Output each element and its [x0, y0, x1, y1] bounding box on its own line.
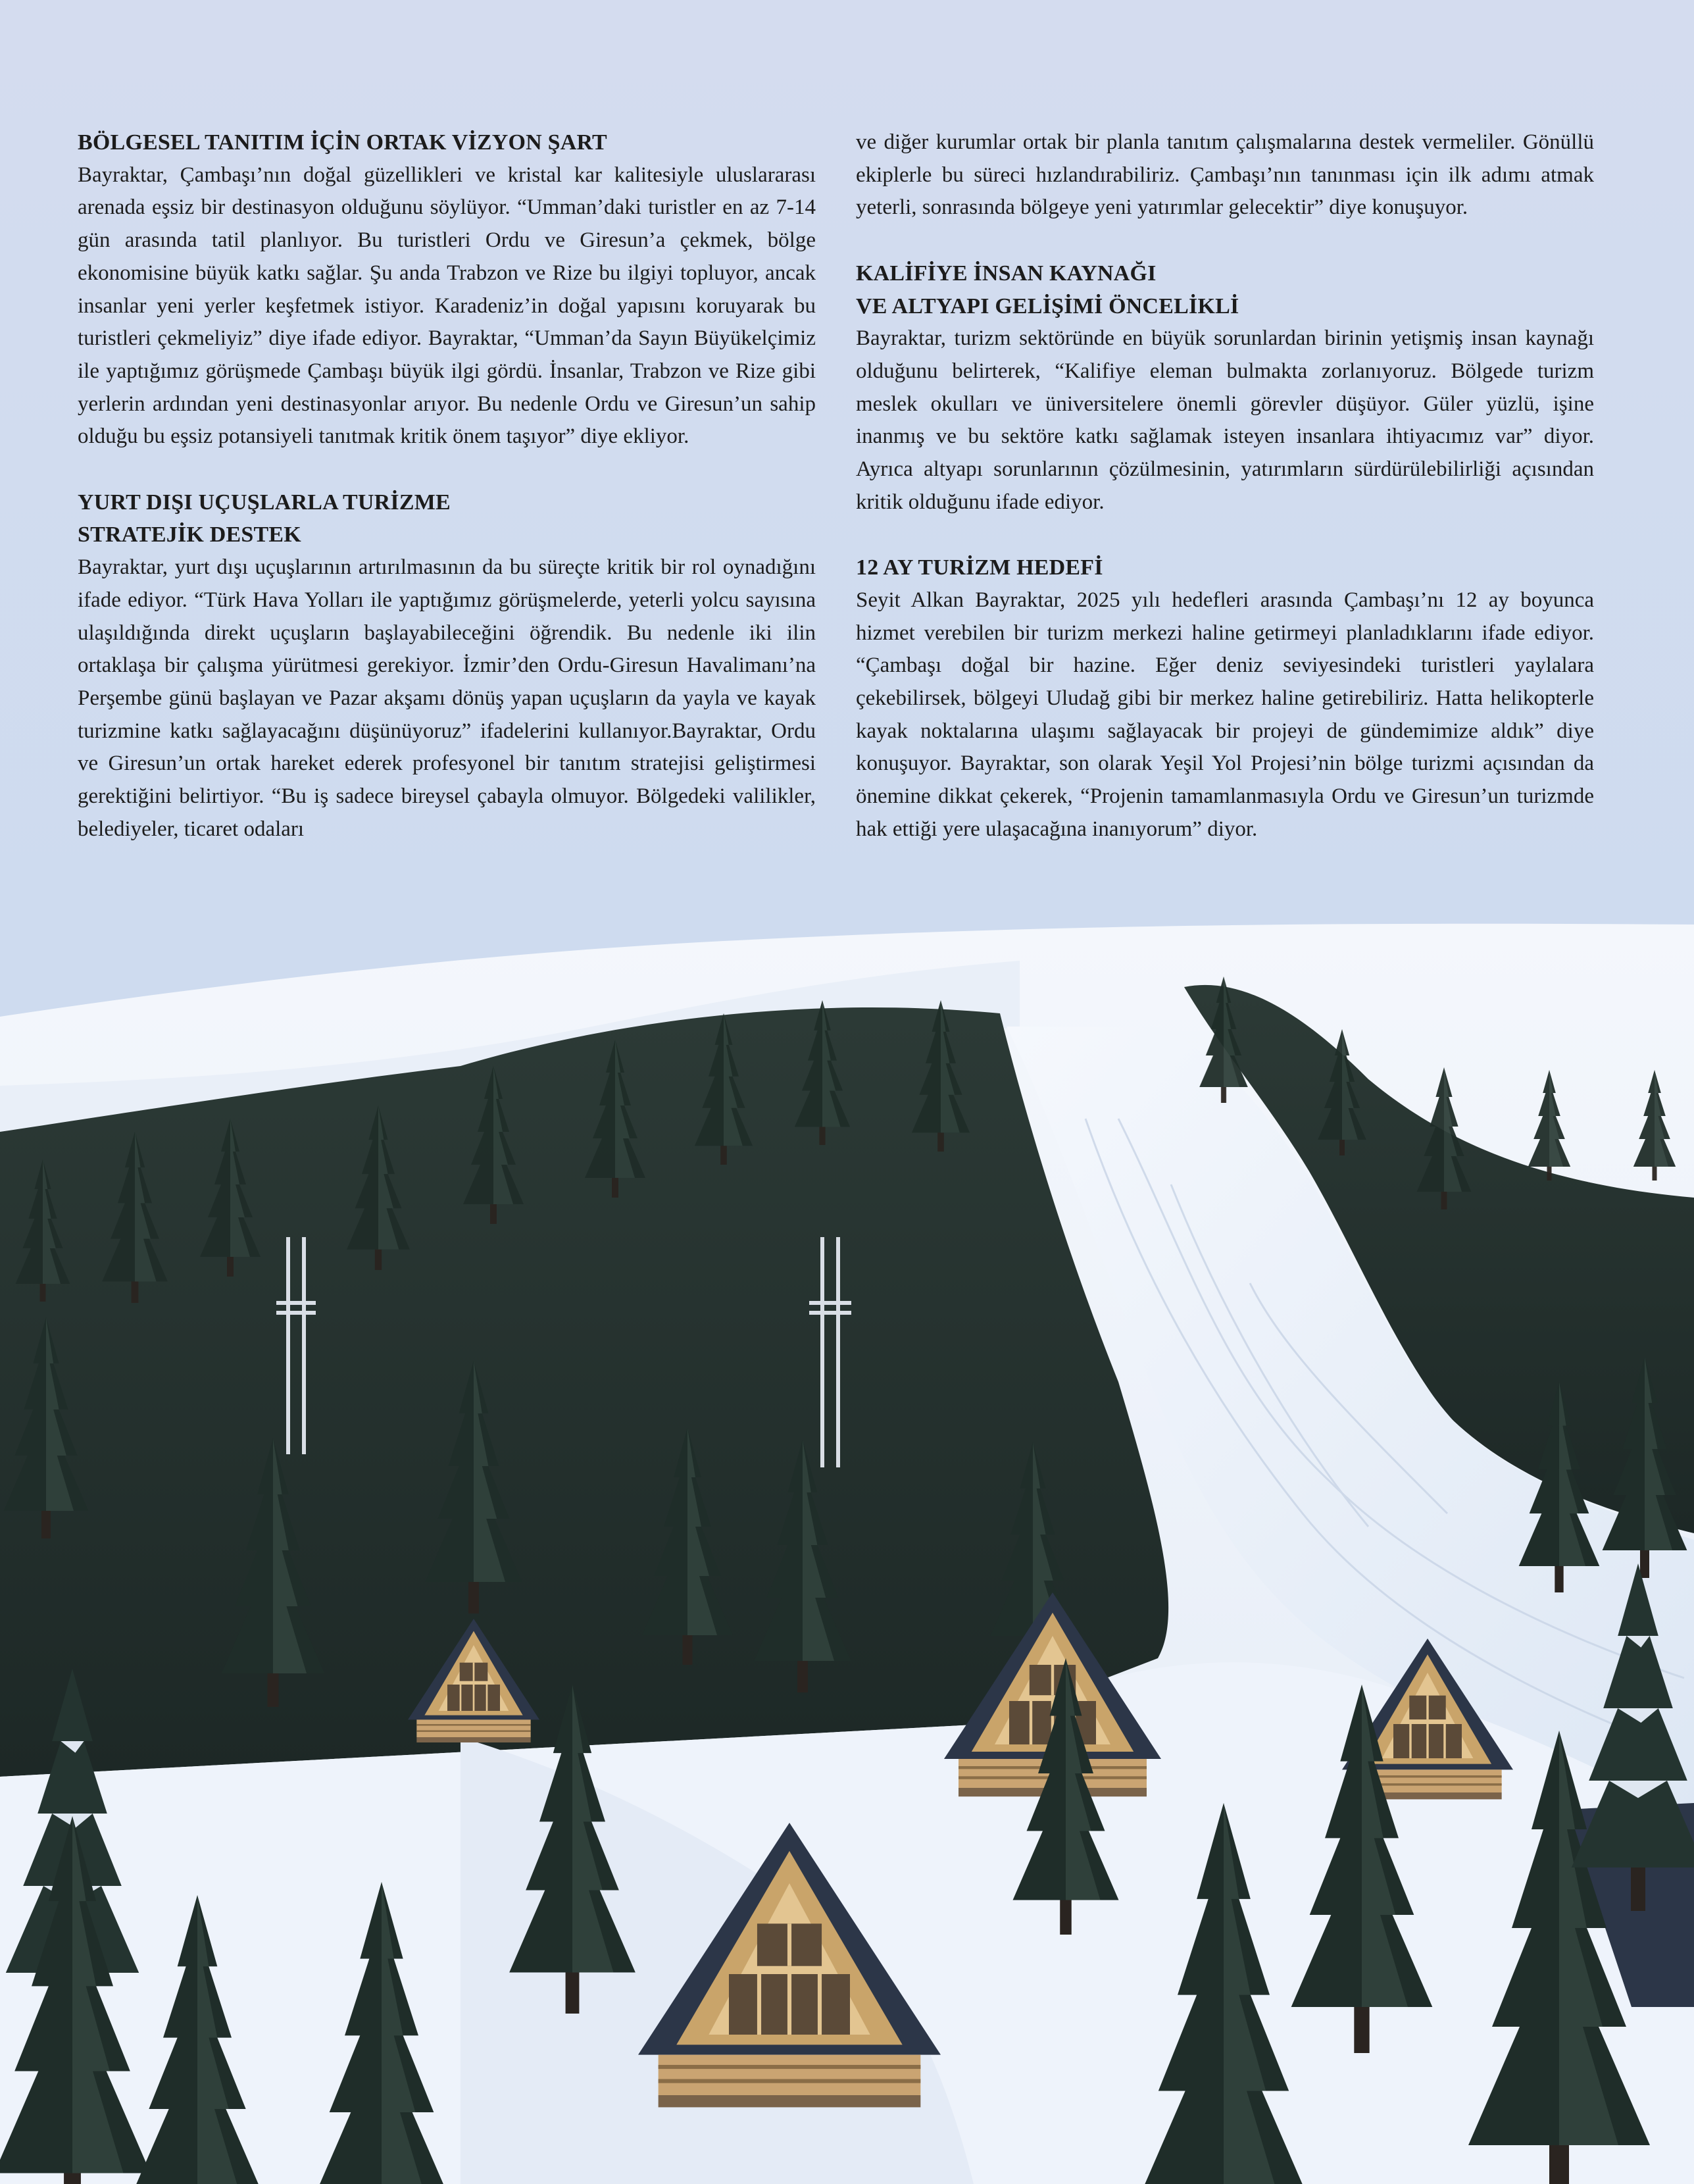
paragraph-continuation: ve diğer kurumlar ortak bir planla tanıtım çalışmalarına destek vermeliler. Gönüllü ekiplerle bu süreci hızlandırabiliriz. Çambaşı’nın tanınması için ilk adımı atmak yeterli, sonrasında bölgeye yeni yatırımlar gelecektir” diye konuşuyor.	[856, 130, 1594, 220]
paragraph-international-flights: Bayraktar, yurt dışı uçuşlarının artırılmasının da bu süreçte kritik bir rol oynadığını ifade ediyor. “Türk Hava Yolları ile yaptığımız görüşmelerde, yeterli yolcu sayısına ulaşıldığında direkt uçuşların başlayabileceğini öğrendik. Bu nedenle iki ilin ortaklaşa bir çalışma yürütmesi gerekiyor. İzmir’den Ordu-Giresun Havalimanı’na Perşembe günü başlayan ve Pazar akşamı dönüş yapan uçuşların da yayla ve kayak turizmine katkı sağlayacağını düşünüyoruz” ifadelerini kullanıyor.Bayraktar, Ordu ve Giresun’un ortak hareket ederek profesyonel bir tanıtım stratejisi geliştirmesi gerektiğini belirtiyor. “Bu iş sadece bireysel çabayla olmuyor. Bölgedeki valilikler, belediyeler, ticaret odaları	[78, 555, 816, 841]
article-text	[78, 126, 1594, 903]
heading-line: BÖLGESEL TANITIM İÇİN ORTAK VİZYON ŞART	[78, 130, 607, 155]
heading-line: YURT DIŞI UÇUŞLARLA TURİZME	[78, 490, 451, 515]
heading-line: KALİFİYE İNSAN KAYNAĞI	[856, 261, 1157, 286]
heading-line: 12 AY TURİZM HEDEFİ	[856, 555, 1103, 580]
heading-qualified-workforce	[856, 257, 1594, 322]
column-left	[78, 126, 816, 903]
heading-12-month-goal	[856, 551, 1594, 584]
paragraph-12-month-goal: Seyit Alkan Bayraktar, 2025 yılı hedefleri arasında Çambaşı’nı 12 ay boyunca hizmet verebilen bir turizm merkezi haline getirmeyi planladıklarını ifade ediyor. “Çambaşı doğal bir hazine. Eğer deniz seviyesindeki turistleri yaylalara çekebilirsek, bölgeyi Uludağ gibi bir merkez haline getirebiliriz. Hatta helikopterle kayak noktalarına ulaşımı sağlayacak bir projeyi de gündemimize aldık” diye konuşuyor. Bayraktar, son olarak Yeşil Yol Projesi’nin bölge turizmi açısından da önemine dikkat çekerek, “Projenin tamamlanmasıyla Ordu ve Giresun’un turizmde hak ettiği yere ulaşacağına inanıyorum” diyor.	[856, 588, 1594, 841]
paragraph-regional-vision: Bayraktar, Çambaşı’nın doğal güzellikleri ve kristal kar kalitesiyle uluslararası arenada eşsiz bir destinasyon olduğunu söylüyor. “Umman’daki turistler en az 7-14 gün arasında tatil planlıyor. Bu turistleri Ordu ve Giresun’a çekmek, bölge ekonomisine büyük katkı sağlar. Şu anda Trabzon ve Rize bu ilgiyi topluyor, ancak insanlar yeni yerler keşfetmek istiyor. Karadeniz’in doğal yapısını koruyarak bu turistleri çekmeliyiz” diye ifade ediyor. Bayraktar, “Umman’da Sayın Büyükelçimiz ile yaptığımız görüşmede Çambaşı büyük ilgi gördü. İnsanlar, Trabzon ve Rize gibi yerlerin ardından yeni destinasyonlar arıyor. Bu nedenle Ordu ve Giresun’un sahip olduğu bu eşsiz potansiyeli tanıtmak kritik önem taşıyor” diye ekliyor.	[78, 163, 816, 449]
column-right	[856, 126, 1594, 903]
heading-line: VE ALTYAPI GELİŞİMİ ÖNCELİKLİ	[856, 293, 1239, 318]
paragraph-qualified-workforce: Bayraktar, turizm sektöründe en büyük sorunlardan birinin yetişmiş insan kaynağı olduğunu belirterek, “Kalifiye eleman bulmakta zorlanıyoruz. Bölgede turizm meslek okulları ve üniversitelere önemli görevler düşüyor. Güler yüzlü, işine inanmış ve bu sektöre katkı sağlamak isteyen insanlara ihtiyacımız var” diyor. Ayrıca altyapı sorunlarının çözülmesinin, yatırımların sürdürülebilirliği açısından kritik olduğunu ifade ediyor.	[856, 326, 1594, 514]
heading-regional-vision	[78, 126, 816, 159]
heading-international-flights	[78, 486, 816, 551]
heading-line: STRATEJİK DESTEK	[78, 522, 301, 547]
